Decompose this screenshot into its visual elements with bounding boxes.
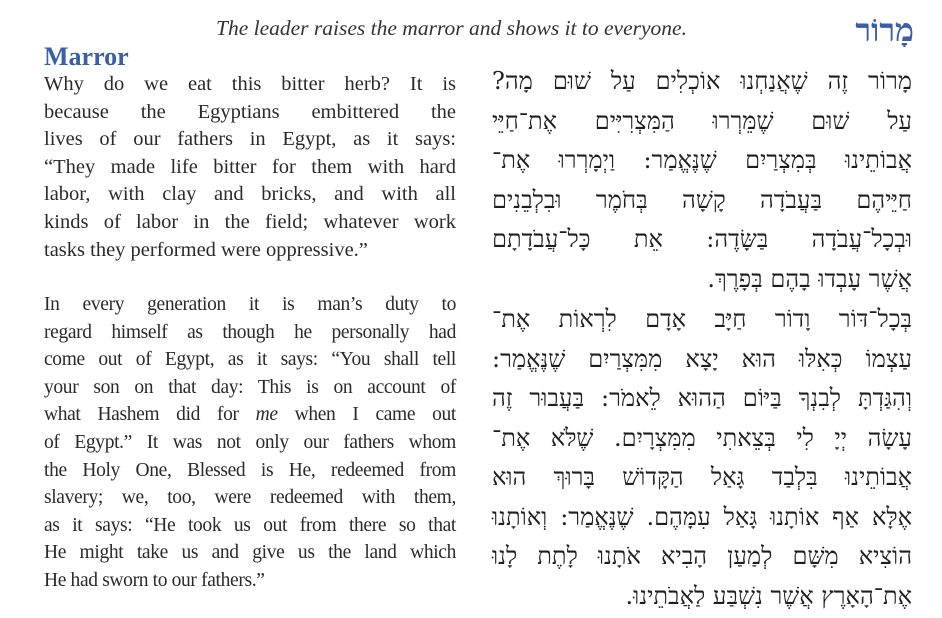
text-line: Why do we eat this bitter herb? It is — [44, 73, 456, 95]
text-run: when I came out — [277, 404, 456, 426]
text-line: regard himself as though he personally had — [44, 321, 456, 343]
english-section-title: Marror — [44, 42, 129, 71]
text-line: slavery; we, too, were redeemed with them, — [44, 487, 456, 509]
hebrew-line: עַצְמוֹ כְּאִלּוּ הוּא יָצָא מִמִּצְרַיִם שֶׁנֶּאֱמַר: — [492, 344, 912, 373]
text-line: He might take us and give us the land which — [44, 542, 456, 564]
leader-instruction: The leader raises the marror and shows it to everyone. — [216, 16, 687, 40]
hebrew-line: בְּכָל־דּוֹר וָדוֹר חַיָּב אָדָם לִרְאוֹת אֶת־ — [492, 305, 912, 333]
hebrew-line: אֲבוֹתֵינוּ בִּלְבַד גָּאַל הַקָּדוֹשׁ בָּרוּךְ הוּא — [492, 463, 912, 491]
text-line: labor, with clay and bricks, and with all — [44, 183, 456, 206]
text-line: tasks they performed were oppressive.” — [44, 238, 368, 261]
hebrew-line: חַיֵּיהֶם בַּעֲבֹדָה קָשָׁה בְּחֹמֶר וּבִלְבֵנִים — [492, 185, 912, 214]
hebrew-line: עָשָׂה יְיָ לִי בְּצֵאתִי מִמִּצְרָיִם. שֶׁלֹּא אֶת־ — [492, 423, 912, 452]
text-line: In every generation it is man’s duty to — [44, 294, 456, 315]
emphasized-word: me — [255, 404, 278, 426]
hebrew-line: אֲבוֹתֵינוּ בְּמִצְרַיִם שֶׁנֶּאֱמַר: וַיְמָרְרוּ אֶת־ — [492, 146, 912, 174]
text-run: what Hashem did for — [44, 404, 256, 426]
text-line: kinds of labor in the field; whatever work — [44, 210, 456, 233]
hebrew-section-title: מָרוֹר — [855, 12, 914, 48]
text-line: as it says: “He took us out from there so that — [44, 514, 456, 536]
hebrew-line: אֲשֶׁר עָבְדוּ בָהֶם בְּפָרֶךְ. — [707, 264, 912, 293]
english-paragraph-2 — [44, 291, 456, 595]
hebrew-paragraph-2 — [492, 300, 912, 616]
hebrew-line: עַל שׁוּם שֶׁמֵּרְרוּ הַמִּצְרִיִּים אֶת־חַיֵּי — [492, 106, 912, 135]
text-line: because the Egyptians embittered the — [44, 100, 456, 123]
hebrew-line: וּבְכָל־עֲבֹדָה בַּשָּׂדֶה: אֵת כָּל־עֲבֹדָתָם — [492, 225, 912, 253]
text-line: of Egypt.” It was not only our fathers whom — [44, 431, 456, 453]
hebrew-line: וְהִגַּדְתָּ לְבִנְךָ בַּיּוֹם הַהוּא לֵאמֹר: בַּעֲבוּר זֶה — [492, 384, 912, 412]
text-line: come out of Egypt, as it says: “You shall tell — [44, 349, 456, 371]
hebrew-line: מָרוֹר זֶה שֶׁאֲנַחְנוּ אוֹכְלִים עַל שׁוּם מָה? — [492, 67, 912, 95]
hebrew-line: הוֹצִיא מִשָּׁם לְמַעַן הָבִיא אֹתָנוּ לָתֶת לָנוּ — [492, 542, 912, 570]
text-line: lives of our fathers in Egypt, as it says: — [44, 128, 456, 151]
text-line: “They made life bitter for them with hard — [44, 155, 456, 178]
text-line: your son on that day: This is on account of — [44, 376, 456, 398]
text-line: the Holy One, Blessed is He, redeemed from — [44, 459, 456, 481]
hebrew-paragraph-1 — [492, 62, 912, 299]
text-line: He had sworn to our fathers.” — [44, 569, 265, 591]
hebrew-line: אֶת־הָאָרֶץ אֲשֶׁר נִשְׁבַּע לַאֲבֹתֵינוּ. — [625, 581, 912, 610]
text-line — [44, 401, 456, 429]
english-paragraph-1 — [44, 71, 456, 264]
hebrew-line: אֶלָּא אַף אוֹתָנוּ גָּאַל עִמָּהֶם. שֶׁנֶּאֱמַר: וְאוֹתָנוּ — [492, 502, 912, 531]
